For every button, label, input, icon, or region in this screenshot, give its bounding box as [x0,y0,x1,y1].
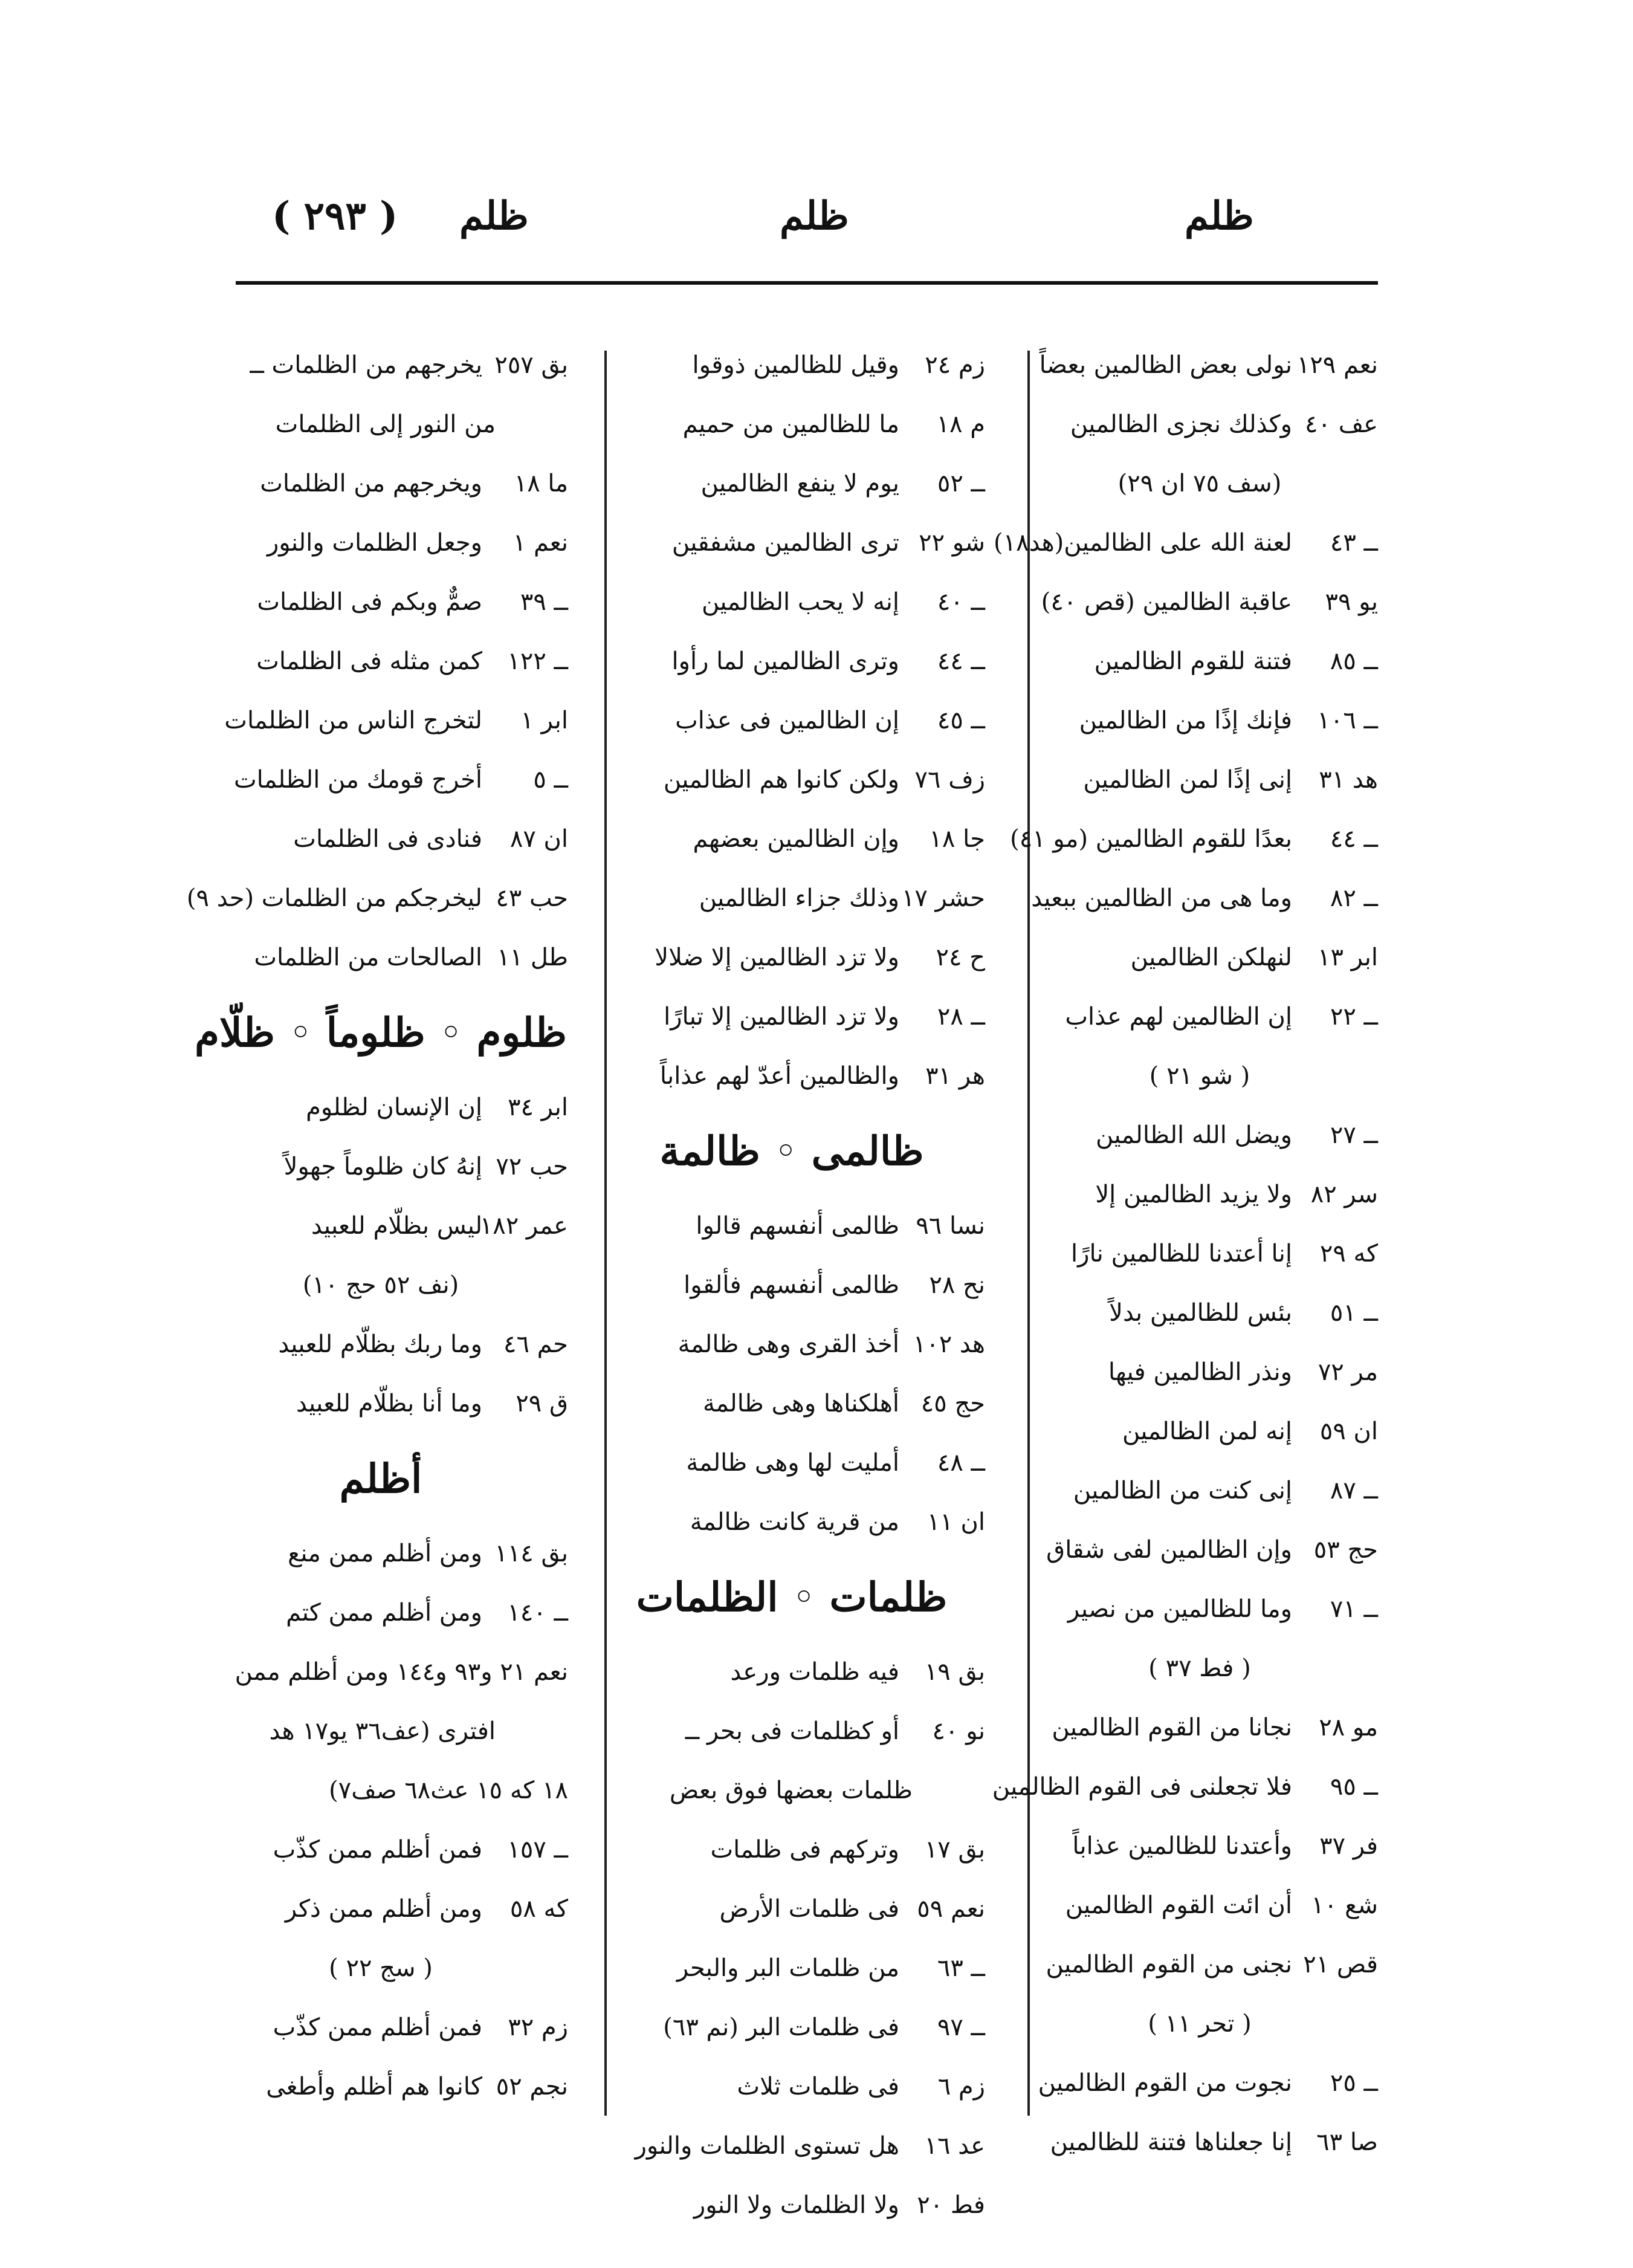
verse-reference: كه ٥٨ [509,1895,568,1923]
line-text: ( سج ٢٢ ) [329,1954,433,1982]
verse-text: إنه لمن الظالمين [1122,1418,1292,1445]
concordance-entry [193,335,568,395]
concordance-entry [994,513,1378,572]
verse-text: فمن أظلم ممن كذّب [273,2014,482,2041]
verse-reference: حب ٤٣ [496,884,568,912]
verse-reference: ــ ٨٢ [1330,884,1378,912]
concordance-entry [1021,572,1378,632]
concordance-entry [1021,1106,1378,1165]
continuation-line [193,395,568,454]
verse-text: كانوا هم أظلم وأطغى [266,2073,482,2101]
verse-text: كمن مثله فى الظلمات [256,647,482,675]
verse-text: وإن الظالمين بعضهم [693,825,899,853]
verse-text: وإن الظالمين لفى شقاق [1046,1536,1292,1564]
concordance-entry [598,1315,985,1374]
concordance-entry [598,1433,985,1492]
verse-reference: حج ٤٥ [920,1390,985,1418]
verse-reference: بق ١١٤ [494,1540,568,1567]
cross-reference-line [193,1256,568,1315]
concordance-entry [1021,987,1378,1046]
concordance-entry [1021,1698,1378,1757]
concordance-entry [1021,1224,1378,1283]
verse-reference: ــ ٥ [533,766,568,794]
verse-text: وذلك جزاء الظالمين [699,884,899,912]
continuation-line [193,1761,568,1820]
verse-reference: ابر ٣٤ [508,1094,568,1121]
verse-reference: ــ ٨٧ [1330,1477,1378,1505]
verse-text: فتنة للقوم الظالمين [1094,647,1292,675]
verse-reference: ــ ٩٧ [937,2014,985,2041]
concordance-entry [193,1078,568,1137]
header-keyword-middle: ظلم [780,193,849,239]
verse-reference: ــ ٥١ [1330,1299,1378,1327]
verse-text: أو كظلمات فى بحر ــ [685,1717,899,1745]
concordance-entry [598,454,985,513]
line-text: ( تحر ١١ ) [1148,2010,1252,2038]
concordance-entry [193,572,568,632]
concordance-entry [193,1879,568,1939]
verse-reference: حشر ١٧ [901,884,985,912]
verse-text: وأعتدنا للظالمين عذاباً [1072,1832,1292,1860]
concordance-entry [193,1583,568,1642]
verse-reference: جا ١٨ [929,825,985,853]
concordance-entry [193,1196,568,1256]
concordance-entry [598,513,985,572]
verse-reference: زف ٧٦ [914,766,985,794]
verse-reference: م ١٨ [936,410,985,438]
concordance-entry [992,1757,1378,1816]
continuation-line [193,1642,568,1702]
concordance-entry [193,1315,568,1374]
verse-text: من قرية كانت ظالمة [690,1508,899,1536]
verse-reference: ــ ٤٠ [937,588,985,616]
concordance-entry [186,869,568,928]
concordance-entry [598,928,985,987]
line-text: من النور إلى الظلمات [275,410,496,438]
concordance-entry [598,869,985,928]
verse-text: ويضل الله الظالمين [1096,1121,1292,1149]
verse-reference: عمر ١٨٢ [479,1212,568,1240]
line-text: نعم ٢١ و٩٣ و١٤٤ ومن أظلم ممن [234,1658,568,1686]
concordance-entry [1021,928,1378,987]
verse-text: ولا يزيد الظالمين إلا [1095,1181,1292,1208]
verse-text: فى ظلمات البر (نم ٦٣) [663,2014,899,2041]
verse-reference: هد ٣١ [1319,766,1378,794]
verse-reference: ــ ٢٢ [1330,1003,1378,1031]
verse-reference: ــ ١٤٠ [507,1599,568,1627]
verse-reference: ان ٨٧ [509,825,568,853]
section-heading: ظلوم ◦ ظلوماً ◦ ظلّام [195,1009,567,1056]
verse-text: أخرج قومك من الظلمات [234,766,482,794]
verse-reference: عف ٤٠ [1305,410,1378,438]
verse-text: ليس بظلّام للعبيد [311,1212,482,1240]
verse-text: وما ربك بظلّام للعبيد [278,1330,482,1358]
verse-reference: ــ ٢٥ [1330,2069,1378,2097]
verse-reference: شع ١٠ [1311,1891,1378,1919]
concordance-entry [598,1879,985,1939]
concordance-entry [1021,1935,1378,1994]
concordance-entry [193,2057,568,2116]
concordance-entry [193,1137,568,1196]
verse-reference: نسا ٩٦ [916,1212,985,1240]
verse-reference: بق ١٩ [924,1658,985,1686]
verse-text: إن الظالمين لهم عذاب [1065,1003,1292,1031]
concordance-entry [193,928,568,987]
verse-text: أخذ القرى وهى ظالمة [677,1330,899,1358]
verse-reference: ــ ٣٩ [520,588,568,616]
column-left [186,335,568,2116]
verse-reference: ــ ٤٤ [1330,825,1378,853]
verse-reference: زم ٦ [937,2073,985,2101]
concordance-entry [598,1642,985,1702]
concordance-entry [598,691,985,750]
verse-reference: هد ١٠٢ [913,1330,985,1358]
concordance-entry [1021,2053,1378,2113]
verse-reference: ــ ٧١ [1330,1595,1378,1623]
verse-reference: ان ١١ [926,1508,985,1536]
verse-reference: نعم ٥٩ [917,1895,985,1923]
verse-text: وما هى من الظالمين ببعيد [1031,884,1292,912]
verse-text: إن الإنسان لظلوم [306,1094,482,1121]
concordance-entry [1010,809,1378,869]
verse-text: إنه لا يحب الظالمين [701,588,899,616]
verse-text: عاقبة الظالمين (قص ٤٠) [1041,588,1292,616]
verse-reference: نعم ١٢٩ [1296,351,1378,379]
section-heading: ظلمات ◦ الظلمات [636,1573,948,1621]
verse-reference: زم ٢٤ [925,351,985,379]
concordance-entry [193,750,568,809]
concordance-entry [598,1374,985,1433]
verse-text: ظالمى أنفسهم قالوا [696,1212,899,1240]
concordance-entry [1021,1520,1378,1580]
verse-text: أمليت لها وهى ظالمة [686,1449,899,1477]
verse-reference: ــ ٤٥ [937,707,985,734]
concordance-entry [598,1256,985,1315]
verse-text: فنادى فى الظلمات [293,825,482,853]
concordance-entry [1021,750,1378,809]
verse-text: لعنة الله على الظالمين(هد١٨) [994,529,1292,557]
verse-text: بئس للظالمين بدلاً [1109,1299,1292,1327]
concordance-entry [1021,1580,1378,1639]
verse-text: ولا تزد الظالمين إلا تبارًا [664,1003,899,1031]
verse-text: ولا الظلمات ولا النور [693,2191,899,2219]
verse-text: ومن أظلم ممن ذكر [285,1895,482,1923]
concordance-entry [193,809,568,869]
concordance-entry [193,691,568,750]
concordance-entry [598,1939,985,1998]
verse-reference: ــ ٨٥ [1330,647,1378,675]
verse-reference: هر ٣١ [925,1062,985,1090]
line-text: ( شو ٢١ ) [1149,1062,1250,1090]
verse-reference: يو ٣٩ [1325,588,1378,616]
concordance-entry [1021,395,1378,454]
concordance-entry [598,750,985,809]
verse-text: لتخرج الناس من الظلمات [224,707,482,734]
concordance-entry [598,1492,985,1552]
verse-text: أن ائت القوم الظالمين [1065,1891,1292,1919]
concordance-entry [1021,335,1378,395]
line-text: افترى (عف٣٦ يو١٧ هد [269,1717,496,1745]
verse-reference: فر ٣٧ [1319,1832,1378,1860]
verse-reference: ــ ٦٣ [937,1954,985,1982]
concordance-entry [598,1702,985,1761]
verse-text: أهلكناها وهى ظالمة [702,1390,899,1418]
verse-reference: مو ٢٨ [1319,1714,1378,1742]
verse-reference: ابر ١ [520,707,568,734]
verse-reference: زم ٣٢ [508,2014,568,2041]
concordance-entry [598,632,985,691]
concordance-entry [193,1820,568,1879]
verse-text: ما للظالمين من حميم [682,410,899,438]
verse-reference: ــ ٤٨ [937,1449,985,1477]
verse-reference: ابر ١٣ [1318,944,1378,971]
verse-text: إن الظالمين فى عذاب [675,707,899,734]
verse-text: وترى الظالمين لما رأوا [671,647,899,675]
verse-reference: ــ ٢٧ [1330,1121,1378,1149]
verse-text: وتركهم فى ظلمات [710,1836,899,1864]
concordance-entry [598,2116,985,2176]
concordance-entry [1021,1165,1378,1224]
verse-reference: طل ١١ [497,944,568,971]
concordance-entry [1021,1283,1378,1343]
concordance-entry [598,1820,985,1879]
concordance-entry [1021,1402,1378,1461]
concordance-entry [1021,691,1378,750]
continuation-line [598,1761,985,1820]
verse-text: وجعل الظلمات والنور [267,529,482,557]
verse-reference: شو ٢٢ [919,529,985,557]
verse-text: يوم لا ينفع الظالمين [700,470,899,497]
verse-reference: ق ٢٩ [516,1390,568,1418]
header-keyword-left: ظلم [459,193,529,239]
verse-reference: نح ٢٨ [929,1271,985,1299]
line-text: ظلمات بعضها فوق بعض [669,1777,913,1804]
concordance-entry [193,632,568,691]
line-text: ١٨ كه ١٥ عث٦٨ صف٧) [329,1777,568,1804]
verse-reference: ــ ٢٨ [937,1003,985,1031]
line-text: (سف ٧٥ ان ٢٩) [1117,470,1282,497]
verse-reference: حم ٤٦ [503,1330,568,1358]
section-heading: أظلم [339,1455,422,1502]
verse-text: ونذر الظالمين فيها [1108,1358,1292,1386]
concordance-entry [193,1998,568,2057]
verse-text: يخرجهم من الظلمات ــ [250,351,482,379]
verse-text: بعدًا للقوم الظالمين (مو ٤١) [1010,825,1292,853]
verse-reference: عد ١٦ [924,2132,985,2160]
cross-reference-line [193,1939,568,1998]
concordance-entry [1021,2113,1378,2172]
verse-text: وما للظالمين من نصير [1067,1595,1292,1623]
verse-reference: ــ ٩٥ [1330,1773,1378,1801]
line-text: ( فط ٣٧ ) [1148,1654,1251,1682]
verse-reference: نو ٤٠ [932,1717,985,1745]
verse-text: ومن أظلم ممن كتم [286,1599,482,1627]
column-middle [598,335,985,2235]
verse-text: إنا أعتدنا للظالمين نارًا [1071,1240,1292,1268]
concordance-entry [1021,1876,1378,1935]
verse-reference: ــ ١٠٦ [1317,707,1378,734]
concordance-entry [193,454,568,513]
verse-reference: نعم ١ [513,529,568,557]
verse-reference: قص ٢١ [1303,1951,1378,1978]
concordance-entry [1021,1816,1378,1876]
verse-text: ولا تزد الظالمين إلا ضلالا [655,944,899,971]
verse-reference: ــ ٤٣ [1330,529,1378,557]
verse-text: إنا جعلناها فتنة للظالمين [1050,2128,1292,2156]
verse-text: الصالحات من الظلمات [254,944,482,971]
concordance-entry [1021,869,1378,928]
verse-text: وكذلك نجزى الظالمين [1070,410,1292,438]
verse-text: ويخرجهم من الظلمات [260,470,482,497]
concordance-entry [598,1196,985,1256]
verse-text: من ظلمات البر والبحر [676,1954,899,1982]
verse-reference: حج ٥٣ [1313,1536,1378,1564]
continuation-line [193,1702,568,1761]
verse-reference: ــ ١٥٧ [507,1836,568,1864]
verse-text: نجوت من القوم الظالمين [1038,2069,1292,2097]
page-number: ( ٢٩٣ ) [272,193,398,239]
column-right [992,335,1378,2172]
concordance-entry [193,1524,568,1583]
concordance-entry [1021,632,1378,691]
verse-text: فإنك إذًا من الظالمين [1079,707,1292,734]
verse-reference: بق ٢٥٧ [494,351,568,379]
cross-reference-line [1021,1639,1378,1698]
concordance-entry [598,572,985,632]
verse-text: نولى بعض الظالمين بعضاً [1039,351,1292,379]
cross-reference-line [1021,454,1378,513]
concordance-entry [598,335,985,395]
concordance-entry [1021,1461,1378,1520]
verse-reference: ــ ٥٢ [937,470,985,497]
cross-reference-line [1021,1046,1378,1106]
verse-reference: كه ٢٩ [1319,1240,1378,1268]
verse-text: فلا تجعلنى فى القوم الظالمين [992,1773,1292,1801]
verse-text: إنى إذًا لمن الظالمين [1083,766,1292,794]
verse-reference: ــ ١٢٢ [507,647,568,675]
header-keyword-right: ظلم [1185,193,1254,239]
verse-text: فى ظلمات ثلاث [737,2073,899,2101]
header-rule [236,281,1378,285]
verse-text: وقيل للظالمين ذوقوا [692,351,899,379]
verse-text: والظالمين أعدّ لهم عذاباً [659,1062,899,1090]
verse-text: فمن أظلم ممن كذّب [273,1836,482,1864]
verse-text: صمٌّ وبكم فى الظلمات [257,588,482,616]
verse-text: نجانا من القوم الظالمين [1052,1714,1292,1742]
verse-reference: صا ٦٣ [1316,2128,1378,2156]
verse-text: ترى الظالمين مشفقين [671,529,899,557]
concordance-entry [598,1998,985,2057]
verse-reference: بق ١٧ [924,1836,985,1864]
verse-reference: ح ٢٤ [936,944,985,971]
verse-reference: ما ١٨ [514,470,568,497]
concordance-entry [598,395,985,454]
verse-reference: ــ ٤٤ [937,647,985,675]
verse-text: وما أنا بظلّام للعبيد [296,1390,482,1418]
verse-reference: مر ٧٢ [1318,1358,1378,1386]
line-text: (نف ٥٢ حج ١٠) [302,1271,459,1299]
verse-text: فى ظلمات الأرض [719,1895,899,1923]
cross-reference-line [1021,1994,1378,2053]
verse-text: لنهلكن الظالمين [1130,944,1292,971]
concordance-entry [193,513,568,572]
verse-text: إنهُ كان ظلوماً جهولاً [283,1153,482,1181]
verse-text: ولكن كانوا هم الظالمين [663,766,899,794]
verse-text: إنى كنت من الظالمين [1073,1477,1292,1505]
concordance-entry [598,809,985,869]
concordance-entry [598,2057,985,2116]
verse-reference: نجم ٥٢ [496,2073,568,2101]
verse-reference: سر ٨٢ [1310,1181,1378,1208]
verse-reference: حب ٧٢ [496,1153,568,1181]
section-heading: ظالمى ◦ ظالمة [659,1127,924,1174]
concordance-entry [598,2176,985,2235]
verse-text: نجنى من القوم الظالمين [1046,1951,1292,1978]
verse-text: ليخرجكم من الظلمات (حد ٩) [186,884,482,912]
verse-reference: فط ٢٠ [917,2191,985,2219]
concordance-entry [598,1046,985,1106]
concordance-entry [1021,1343,1378,1402]
verse-text: هل تستوى الظلمات والنور [635,2132,899,2160]
concordance-entry [193,1374,568,1433]
verse-text: فيه ظلمات ورعد [730,1658,899,1686]
verse-text: ومن أظلم ممن منع [288,1540,482,1567]
verse-reference: ان ٥٩ [1319,1418,1378,1445]
verse-text: ظالمى أنفسهم فألقوا [684,1271,899,1299]
concordance-entry [598,987,985,1046]
